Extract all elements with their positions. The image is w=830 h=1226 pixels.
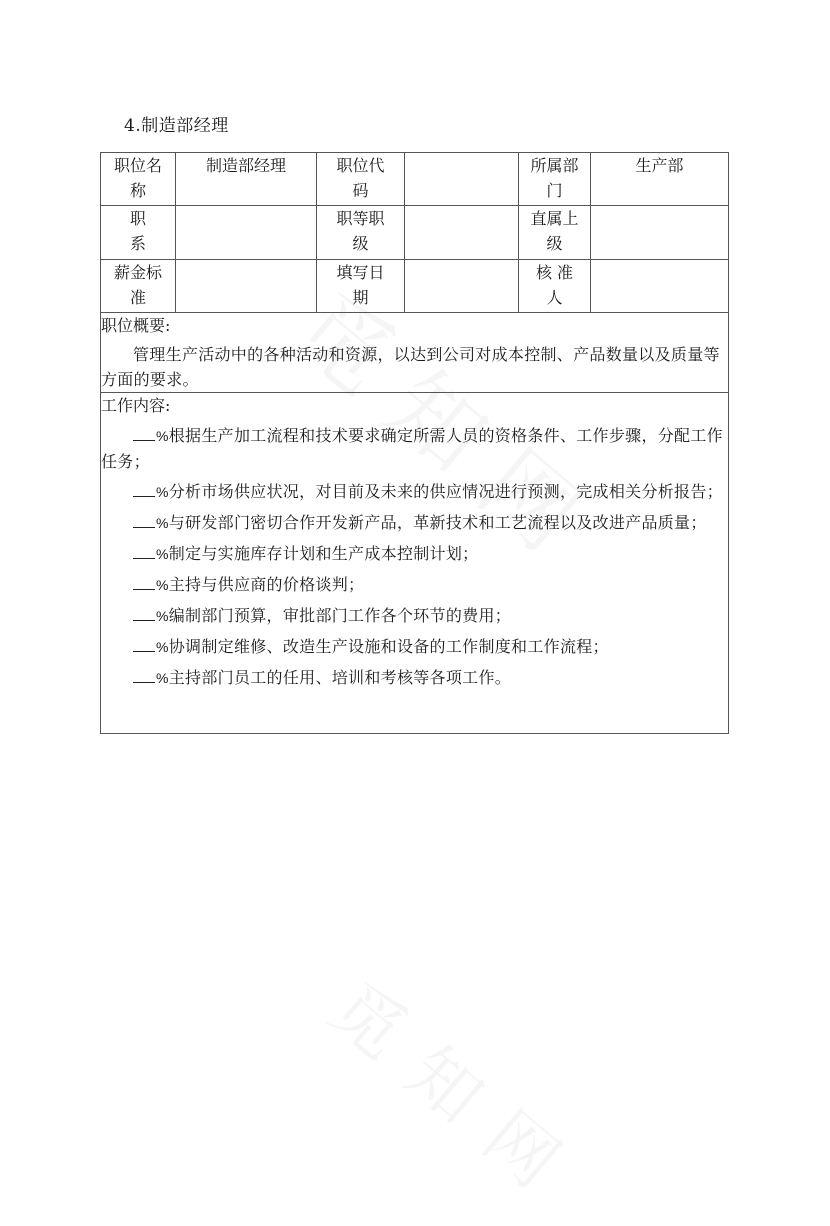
table-row — [101, 260, 729, 313]
percent-sign: % — [156, 639, 169, 655]
value-department: 生产部 — [591, 153, 729, 206]
percent-blank — [133, 512, 155, 528]
summary-text: 管理生产活动中的各种活动和资源，以达到公司对成本控制、产品数量以及质量等方面的要求。 — [101, 345, 720, 389]
label-salary-standard: 薪金标准 — [101, 260, 176, 313]
duty-text: 协调制定维修、改造生产设施和设备的工作制度和工作流程； — [168, 637, 609, 656]
duty-text: 主持部门员工的任用、培训和考核等各项工作。 — [168, 668, 512, 687]
label-fill-date: 填写日期 — [317, 260, 405, 313]
duty-text: 制定与实施库存计划和生产成本控制计划； — [168, 544, 479, 563]
value-fill-date — [405, 260, 519, 313]
section-heading: 4.制造部经理 — [124, 116, 229, 136]
summary-title: 职位概要: — [101, 316, 171, 335]
table-row — [101, 206, 729, 260]
duty-item — [101, 541, 728, 567]
value-position-name: 制造部经理 — [176, 153, 317, 206]
percent-sign: % — [156, 515, 169, 531]
percent-blank — [133, 481, 155, 497]
value-job-family — [176, 206, 317, 260]
label-approver: 核 准 人 — [519, 260, 591, 313]
duty-text: 主持与供应商的价格谈判； — [168, 575, 365, 594]
duties-row — [101, 393, 729, 734]
label-grade: 职等职级 — [317, 206, 405, 260]
percent-blank — [133, 425, 155, 441]
percent-blank — [133, 574, 155, 590]
label-direct-supervisor: 直属上级 — [519, 206, 591, 260]
duty-list — [101, 423, 728, 691]
percent-blank — [133, 543, 155, 559]
duty-item — [101, 423, 728, 474]
label-job-family: 职 系 — [101, 206, 176, 260]
summary-row — [101, 313, 729, 393]
table-row — [101, 153, 729, 206]
duty-item — [101, 479, 728, 505]
percent-sign: % — [156, 577, 169, 593]
value-grade — [405, 206, 519, 260]
position-summary — [101, 313, 729, 393]
percent-blank — [133, 636, 155, 652]
job-description-table — [100, 152, 729, 734]
value-position-code — [405, 153, 519, 206]
job-duties — [101, 393, 729, 734]
percent-blank — [133, 605, 155, 621]
duty-item — [101, 665, 728, 691]
duty-item — [101, 603, 728, 629]
duty-item — [101, 572, 728, 598]
percent-sign: % — [156, 428, 169, 444]
percent-blank — [133, 667, 155, 683]
percent-sign: % — [156, 670, 169, 686]
value-direct-supervisor — [591, 206, 729, 260]
label-position-name: 职位名称 — [101, 153, 176, 206]
value-salary-standard — [176, 260, 317, 313]
watermark — [313, 955, 608, 1225]
duty-text: 分析市场供应状况，对目前及未来的供应情况进行预测，完成相关分析报告； — [168, 482, 723, 501]
duty-text: 编制部门预算，审批部门工作各个环节的费用； — [168, 606, 512, 625]
label-position-code: 职位代码 — [317, 153, 405, 206]
duty-item — [101, 634, 728, 660]
duty-text: 根据生产加工流程和技术要求确定所需人员的资格条件、工作步骤，分配工作任务； — [101, 426, 723, 471]
percent-sign: % — [156, 484, 169, 500]
duty-item — [101, 510, 728, 536]
percent-sign: % — [156, 608, 169, 624]
percent-sign: % — [156, 546, 169, 562]
duty-text: 与研发部门密切合作开发新产品，革新技术和工艺流程以及改进产品质量； — [168, 513, 707, 532]
value-approver — [591, 260, 729, 313]
label-department: 所属部门 — [519, 153, 591, 206]
duties-title: 工作内容: — [101, 396, 171, 415]
